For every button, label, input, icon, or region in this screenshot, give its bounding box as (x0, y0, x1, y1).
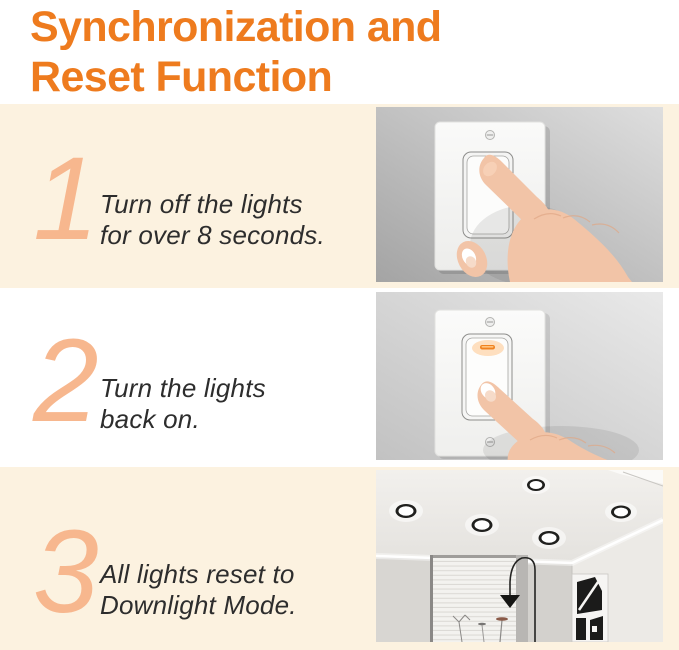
step-1-copy (0, 104, 375, 288)
step-2-row (0, 288, 679, 467)
step-1-text-line-2: for over 8 seconds. (100, 220, 325, 250)
step-1-text (100, 189, 325, 251)
page-title (30, 2, 679, 102)
step-3-text (100, 559, 297, 621)
title-line-1: Synchronization and (30, 3, 442, 51)
downlight-icon (532, 527, 566, 549)
step-2-number: 2 (33, 315, 99, 447)
step-3-number: 3 (33, 506, 99, 638)
title-line-2: Reset Function (30, 53, 333, 101)
step-2-photo-switch-on (376, 292, 663, 460)
downlight-icon (522, 476, 550, 494)
title-block (0, 0, 679, 104)
step-1-row (0, 104, 679, 288)
step-1-photo-switch-off (376, 107, 663, 282)
step-3-text-line-1: All lights reset to (100, 559, 295, 589)
step-2-text-line-1: Turn the lights (100, 373, 266, 403)
step-3-copy (0, 467, 375, 650)
step-2-text-line-2: back on. (100, 404, 200, 434)
step-2-text (100, 373, 266, 435)
step-3-photo-downlight-room (376, 470, 663, 642)
downlight-icon (605, 502, 637, 522)
step-3-text-line-2: Downlight Mode. (100, 590, 297, 620)
abstract-wall-art (572, 574, 608, 642)
step-3-row (0, 467, 679, 650)
downlight-icon (465, 514, 499, 536)
downlight-icon (389, 500, 423, 522)
step-2-copy (0, 288, 375, 467)
step-1-number: 1 (33, 133, 99, 265)
step-1-text-line-1: Turn off the lights (100, 189, 303, 219)
